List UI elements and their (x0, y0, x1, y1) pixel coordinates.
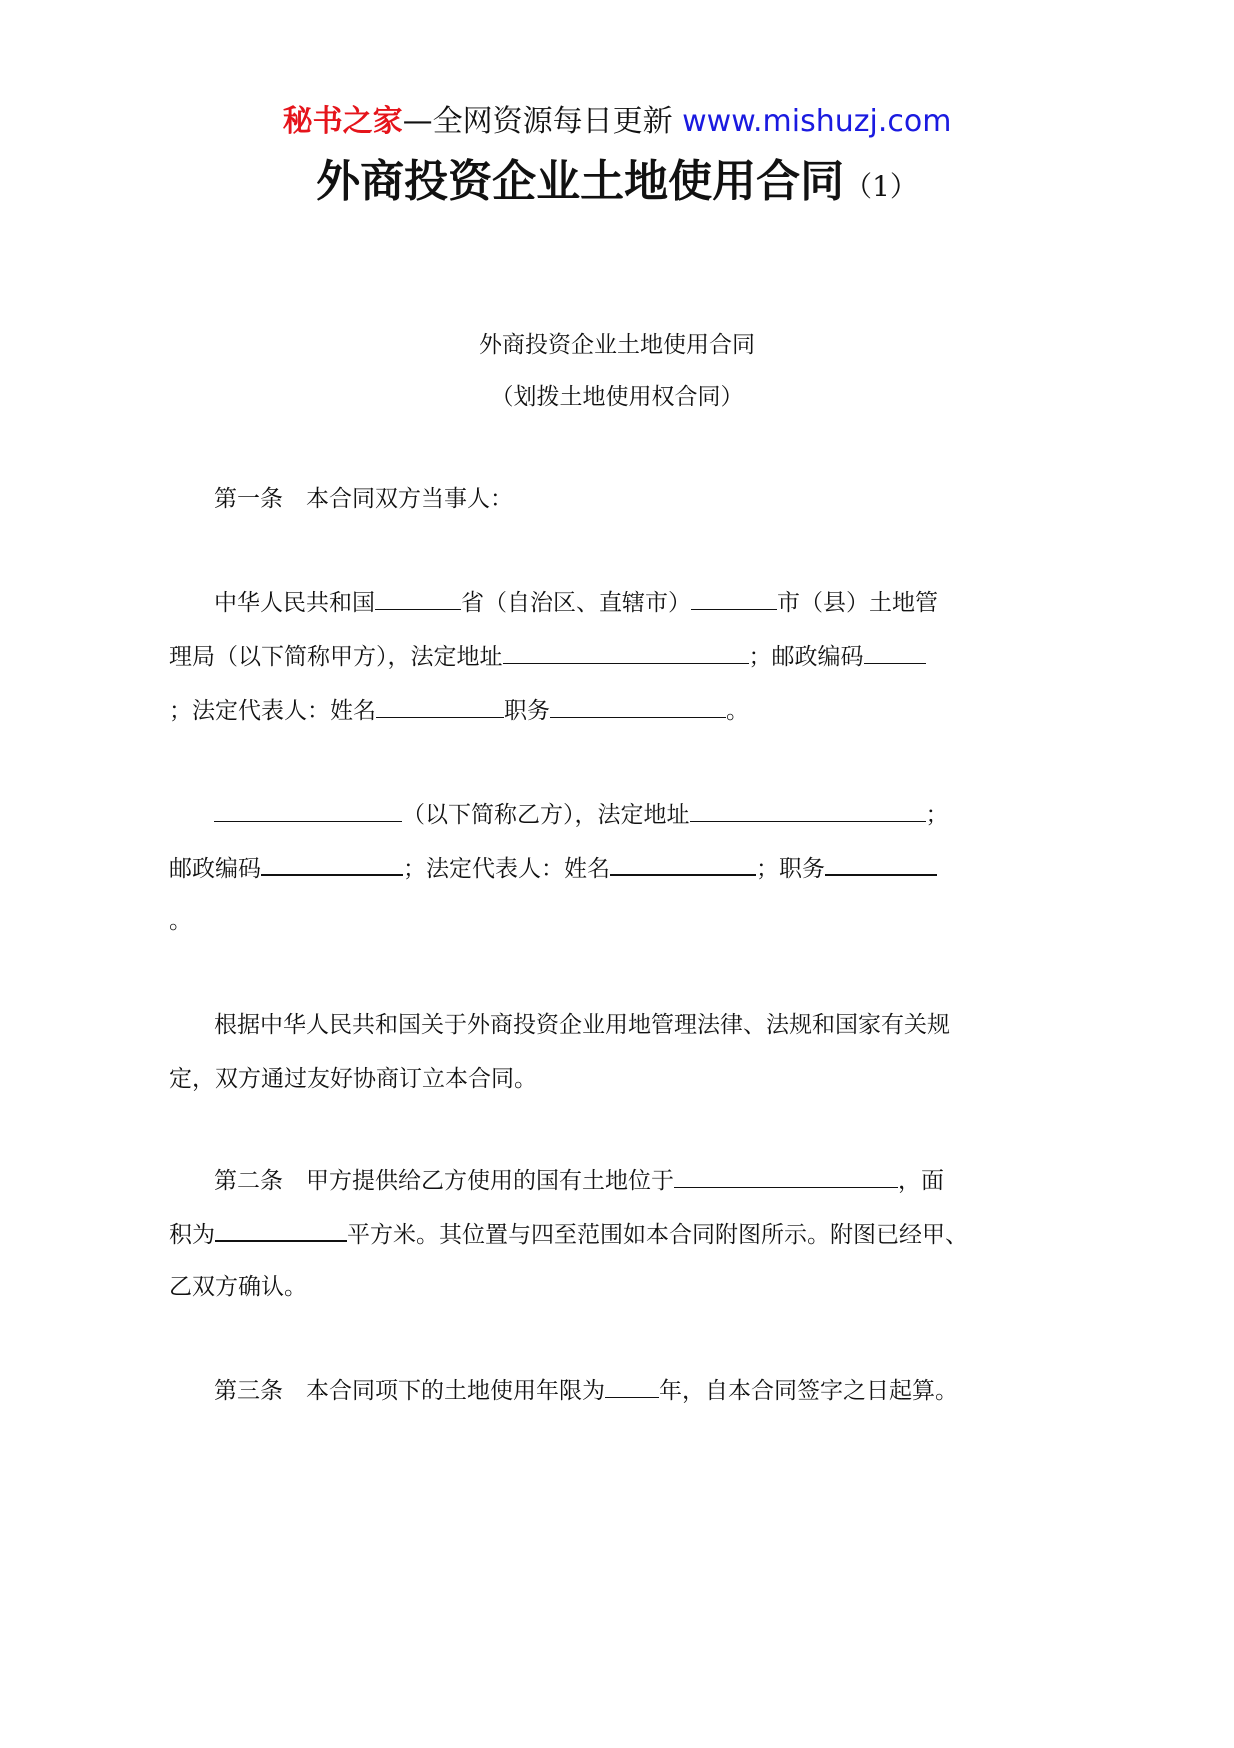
party-a-line-2 (169, 642, 926, 672)
article-3-text: 年，自本合同签字之日起算。 (659, 1378, 958, 1404)
party-a-text: ；邮政编码 (748, 644, 864, 670)
article-3-text: 第三条 本合同项下的土地使用年限为 (214, 1378, 605, 1404)
article-2-line-1 (214, 1166, 944, 1196)
party-a-text: 中华人民共和国 (214, 590, 375, 616)
site-link[interactable]: www.mishuzj.com (682, 104, 952, 139)
party-b-text: ； (925, 802, 949, 828)
page-title-number: （1） (844, 170, 918, 203)
brand-name: 秘书之家 (282, 104, 403, 139)
article-2-text: 积为 (169, 1222, 215, 1248)
article-1-heading: 第一条 本合同双方当事人： (214, 486, 513, 512)
party-a-postcode-blank[interactable] (864, 643, 926, 664)
party-b-name-blank[interactable] (214, 801, 402, 822)
party-a-text: 职务 (504, 698, 550, 724)
party-b-line-1 (214, 800, 949, 830)
basis-line-1: 根据中华人民共和国关于外商投资企业用地管理法律、法规和国家有关规 (214, 1012, 950, 1038)
page-title (0, 152, 1234, 221)
party-b-text: ；职务 (756, 856, 825, 882)
banner-tagline: —全网资源每日更新 (402, 104, 673, 139)
contract-title: 外商投资企业土地使用合同 (479, 332, 755, 358)
party-b-text: ；法定代表人：姓名 (403, 856, 610, 882)
party-b-rep-name-blank[interactable] (610, 854, 756, 876)
party-a-rep-title-blank[interactable] (550, 697, 726, 718)
land-location-blank[interactable] (674, 1167, 898, 1188)
party-b-text: 邮政编码 (169, 856, 261, 882)
land-area-blank[interactable] (215, 1220, 347, 1242)
term-years-blank[interactable] (605, 1377, 659, 1398)
party-b-line-3: 。 (169, 908, 192, 934)
province-blank[interactable] (375, 589, 461, 610)
site-banner (0, 102, 1234, 142)
party-a-line-3 (169, 696, 749, 726)
party-a-text: 。 (726, 698, 749, 724)
contract-subtitle: （划拨土地使用权合同） (490, 384, 744, 410)
article-2-text: 第二条 甲方提供给乙方使用的国有土地位于 (214, 1168, 674, 1194)
article-3-line-1 (214, 1376, 958, 1406)
article-2-text: ，面 (898, 1168, 944, 1194)
article-2-text: 平方米。其位置与四至范围如本合同附图所示。附图已经甲、 (347, 1222, 968, 1248)
party-a-rep-name-blank[interactable] (376, 697, 504, 718)
party-b-text: （以下简称乙方），法定地址 (402, 802, 690, 828)
party-a-address-blank[interactable] (503, 643, 749, 664)
party-a-text: ；法定代表人：姓名 (169, 698, 376, 724)
party-a-line-1 (214, 588, 938, 618)
page-title-text: 外商投资企业土地使用合同 (316, 156, 845, 207)
basis-line-2: 定，双方通过友好协商订立本合同。 (169, 1066, 537, 1092)
party-a-text: 省（自治区、直辖市） (461, 590, 691, 616)
city-blank[interactable] (691, 589, 777, 610)
party-b-rep-title-blank[interactable] (825, 854, 937, 876)
article-2-line-2 (169, 1220, 968, 1250)
party-a-text: 理局（以下简称甲方），法定地址 (169, 644, 503, 670)
party-a-text: 市（县）土地管 (777, 590, 938, 616)
party-b-line-2 (169, 854, 937, 884)
party-b-postcode-blank[interactable] (261, 854, 403, 876)
article-2-line-3: 乙双方确认。 (169, 1274, 307, 1300)
party-b-address-blank[interactable] (690, 801, 926, 822)
